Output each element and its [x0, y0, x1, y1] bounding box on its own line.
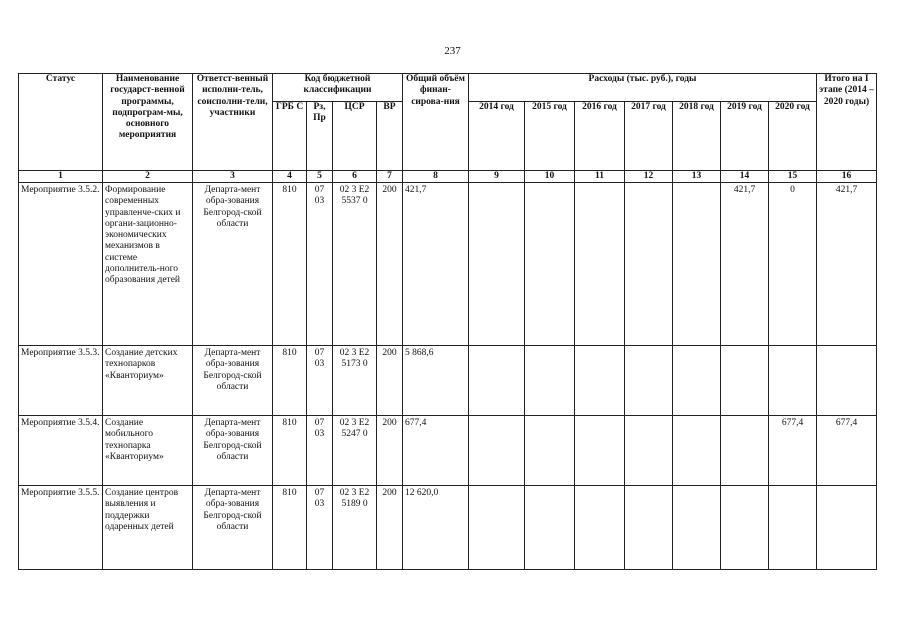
column-number: 3 — [193, 171, 273, 183]
grbs-cell: 810 — [273, 416, 307, 486]
header-vr: ВР — [377, 102, 403, 171]
header-year: 2014 год — [469, 102, 525, 171]
header-status: Статус — [19, 74, 103, 171]
column-number: 6 — [333, 171, 377, 183]
csr-cell: 02 3 Е2 5537 0 — [333, 183, 377, 346]
table-row — [19, 346, 877, 416]
column-number: 10 — [525, 171, 575, 183]
table-row — [19, 486, 877, 570]
header-responsible: Ответст-венный исполни-тель, соисполни-тели, участники — [193, 74, 273, 171]
column-number: 1 — [19, 171, 103, 183]
year-cell — [469, 346, 525, 416]
status-cell: Мероприятие 3.5.3. — [19, 346, 103, 416]
responsible-cell: Департа-мент обра-зования Белгород-ской области — [193, 346, 273, 416]
header-year: 2018 год — [673, 102, 721, 171]
year-cell: 677,4 — [769, 416, 817, 486]
year-cell — [469, 486, 525, 570]
stage-total-cell: 421,7 — [817, 183, 877, 346]
column-number: 16 — [817, 171, 877, 183]
rzpr-cell: 07 03 — [307, 346, 333, 416]
stage-total-cell: 677,4 — [817, 416, 877, 486]
header-year: 2019 год — [721, 102, 769, 171]
header-year: 2020 год — [769, 102, 817, 171]
year-cell — [721, 416, 769, 486]
total-cell: 421,7 — [403, 183, 469, 346]
grbs-cell: 810 — [273, 346, 307, 416]
year-cell — [575, 183, 625, 346]
column-number: 5 — [307, 171, 333, 183]
column-number: 11 — [575, 171, 625, 183]
year-cell — [525, 346, 575, 416]
status-cell: Мероприятие 3.5.5. — [19, 486, 103, 570]
responsible-cell: Департа-мент обра-зования Белгород-ской области — [193, 183, 273, 346]
year-cell — [769, 486, 817, 570]
name-cell: Создание центров выявления и поддержки одаренных детей — [103, 486, 193, 570]
vr-cell: 200 — [377, 416, 403, 486]
vr-cell: 200 — [377, 346, 403, 416]
header-stage-total: Итого на I этапе (2014 – 2020 годы) — [817, 74, 877, 171]
column-number: 15 — [769, 171, 817, 183]
total-cell: 5 868,6 — [403, 346, 469, 416]
rzpr-cell: 07 03 — [307, 486, 333, 570]
year-cell — [625, 183, 673, 346]
year-cell — [673, 416, 721, 486]
column-number: 7 — [377, 171, 403, 183]
table-row — [19, 416, 877, 486]
column-number: 4 — [273, 171, 307, 183]
year-cell — [625, 346, 673, 416]
header-name: Наименование государст-венной программы, подпрограм-мы, основного мероприятия — [103, 74, 193, 171]
vr-cell: 200 — [377, 486, 403, 570]
column-number: 2 — [103, 171, 193, 183]
year-cell: 0 — [769, 183, 817, 346]
year-cell — [575, 486, 625, 570]
column-number: 12 — [625, 171, 673, 183]
csr-cell: 02 3 Е2 5173 0 — [333, 346, 377, 416]
year-cell — [525, 416, 575, 486]
responsible-cell: Департа-мент обра-зования Белгород-ской области — [193, 416, 273, 486]
year-cell — [525, 183, 575, 346]
column-number: 9 — [469, 171, 525, 183]
page-number: 237 — [444, 45, 461, 57]
header-budget-code: Код бюджетной классификации — [273, 74, 403, 102]
year-cell — [673, 346, 721, 416]
header-year: 2015 год — [525, 102, 575, 171]
csr-cell: 02 3 Е2 5189 0 — [333, 486, 377, 570]
header-rzpr: Рз, Пр — [307, 102, 333, 171]
budget-table — [18, 73, 877, 570]
year-cell — [673, 486, 721, 570]
table-row — [19, 183, 877, 346]
year-cell — [721, 486, 769, 570]
name-cell: Создание детских технопарков «Кванториум» — [103, 346, 193, 416]
csr-cell: 02 3 Е2 5247 0 — [333, 416, 377, 486]
year-cell — [469, 183, 525, 346]
column-number: 14 — [721, 171, 769, 183]
header-csr: ЦСР — [333, 102, 377, 171]
vr-cell: 200 — [377, 183, 403, 346]
column-number: 13 — [673, 171, 721, 183]
grbs-cell: 810 — [273, 486, 307, 570]
name-cell: Формирование современных управленче-ских и органи-зационно-экономических механизмов в системе дополнитель-ного образования детей — [103, 183, 193, 346]
column-number: 8 — [403, 171, 469, 183]
rzpr-cell: 07 03 — [307, 183, 333, 346]
total-cell: 12 620,0 — [403, 486, 469, 570]
grbs-cell: 810 — [273, 183, 307, 346]
status-cell: Мероприятие 3.5.2. — [19, 183, 103, 346]
rzpr-cell: 07 03 — [307, 416, 333, 486]
year-cell — [673, 183, 721, 346]
year-cell — [469, 416, 525, 486]
year-cell — [769, 346, 817, 416]
header-grbs: ГРБ С — [273, 102, 307, 171]
year-cell — [575, 416, 625, 486]
year-cell — [721, 346, 769, 416]
year-cell — [525, 486, 575, 570]
year-cell — [575, 346, 625, 416]
header-year: 2017 год — [625, 102, 673, 171]
responsible-cell: Департа-мент обра-зования Белгород-ской области — [193, 486, 273, 570]
header-total: Общий объём финан-сирова-ния — [403, 74, 469, 171]
header-expenses: Расходы (тыс. руб.), годы — [469, 74, 817, 102]
total-cell: 677,4 — [403, 416, 469, 486]
year-cell — [625, 416, 673, 486]
year-cell: 421,7 — [721, 183, 769, 346]
stage-total-cell — [817, 486, 877, 570]
stage-total-cell — [817, 346, 877, 416]
year-cell — [625, 486, 673, 570]
column-number-row — [19, 171, 877, 183]
name-cell: Создание мобильного технопарка «Кванториум» — [103, 416, 193, 486]
status-cell: Мероприятие 3.5.4. — [19, 416, 103, 486]
header-year: 2016 год — [575, 102, 625, 171]
